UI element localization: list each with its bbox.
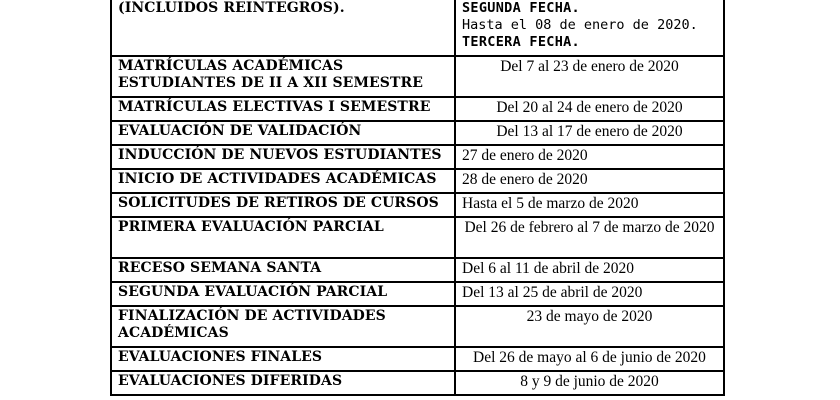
- activity-cell: MATRÍCULAS ACADÉMICAS ESTUDIANTES DE II A XII SEMESTRE: [111, 56, 455, 97]
- activity-cell: INDUCCIÓN DE NUEVOS ESTUDIANTES: [111, 145, 455, 169]
- table-row: [111, 169, 724, 193]
- table-row: [111, 56, 724, 97]
- date-cell: [455, 0, 724, 56]
- activity-cell: INICIO DE ACTIVIDADES ACADÉMICAS: [111, 169, 455, 193]
- date-label: TERCERA FECHA.: [462, 34, 580, 50]
- activity-cell: EVALUACIONES DIFERIDAS: [111, 371, 455, 395]
- table-row: [111, 306, 724, 347]
- table-row: [111, 193, 724, 217]
- date-cell: Del 20 al 24 de enero de 2020: [455, 97, 724, 121]
- date-cell: Hasta el 5 de marzo de 2020: [455, 193, 724, 217]
- date-cell: 27 de enero de 2020: [455, 145, 724, 169]
- date-cell: Del 26 de mayo al 6 de junio de 2020: [455, 347, 724, 371]
- activity-cell: (INCLUIDOS REINTEGROS).: [111, 0, 455, 56]
- date-cell: 8 y 9 de junio de 2020: [455, 371, 724, 395]
- table-row: [111, 0, 724, 56]
- table-row: [111, 347, 724, 371]
- date-cell: 23 de mayo de 2020: [455, 306, 724, 347]
- activity-cell: EVALUACIÓN DE VALIDACIÓN: [111, 121, 455, 145]
- date-cell: Del 6 al 11 de abril de 2020: [455, 258, 724, 282]
- table-row: [111, 258, 724, 282]
- date-label: SEGUNDA FECHA.: [462, 0, 580, 16]
- activity-cell: EVALUACIONES FINALES: [111, 347, 455, 371]
- activity-cell: MATRÍCULAS ELECTIVAS I SEMESTRE: [111, 97, 455, 121]
- table-row: [111, 145, 724, 169]
- date-cell: Del 7 al 23 de enero de 2020: [455, 56, 724, 97]
- activity-cell: PRIMERA EVALUACIÓN PARCIAL: [111, 217, 455, 258]
- activity-cell: SEGUNDA EVALUACIÓN PARCIAL: [111, 282, 455, 306]
- activity-cell: RECESO SEMANA SANTA: [111, 258, 455, 282]
- date-cell: 28 de enero de 2020: [455, 169, 724, 193]
- date-cell: Del 13 al 17 de enero de 2020: [455, 121, 724, 145]
- activity-cell: SOLICITUDES DE RETIROS DE CURSOS: [111, 193, 455, 217]
- table-row: [111, 217, 724, 258]
- table-row: [111, 97, 724, 121]
- date-cell: Del 26 de febrero al 7 de marzo de 2020: [455, 217, 724, 258]
- date-line: Hasta el 08 de enero de 2020.: [462, 17, 698, 33]
- table-row: [111, 371, 724, 395]
- table-row: [111, 282, 724, 306]
- table-row: [111, 121, 724, 145]
- activity-cell: FINALIZACIÓN DE ACTIVIDADES ACADÉMICAS: [111, 306, 455, 347]
- academic-calendar-table: [110, 0, 725, 396]
- date-cell: Del 13 al 25 de abril de 2020: [455, 282, 724, 306]
